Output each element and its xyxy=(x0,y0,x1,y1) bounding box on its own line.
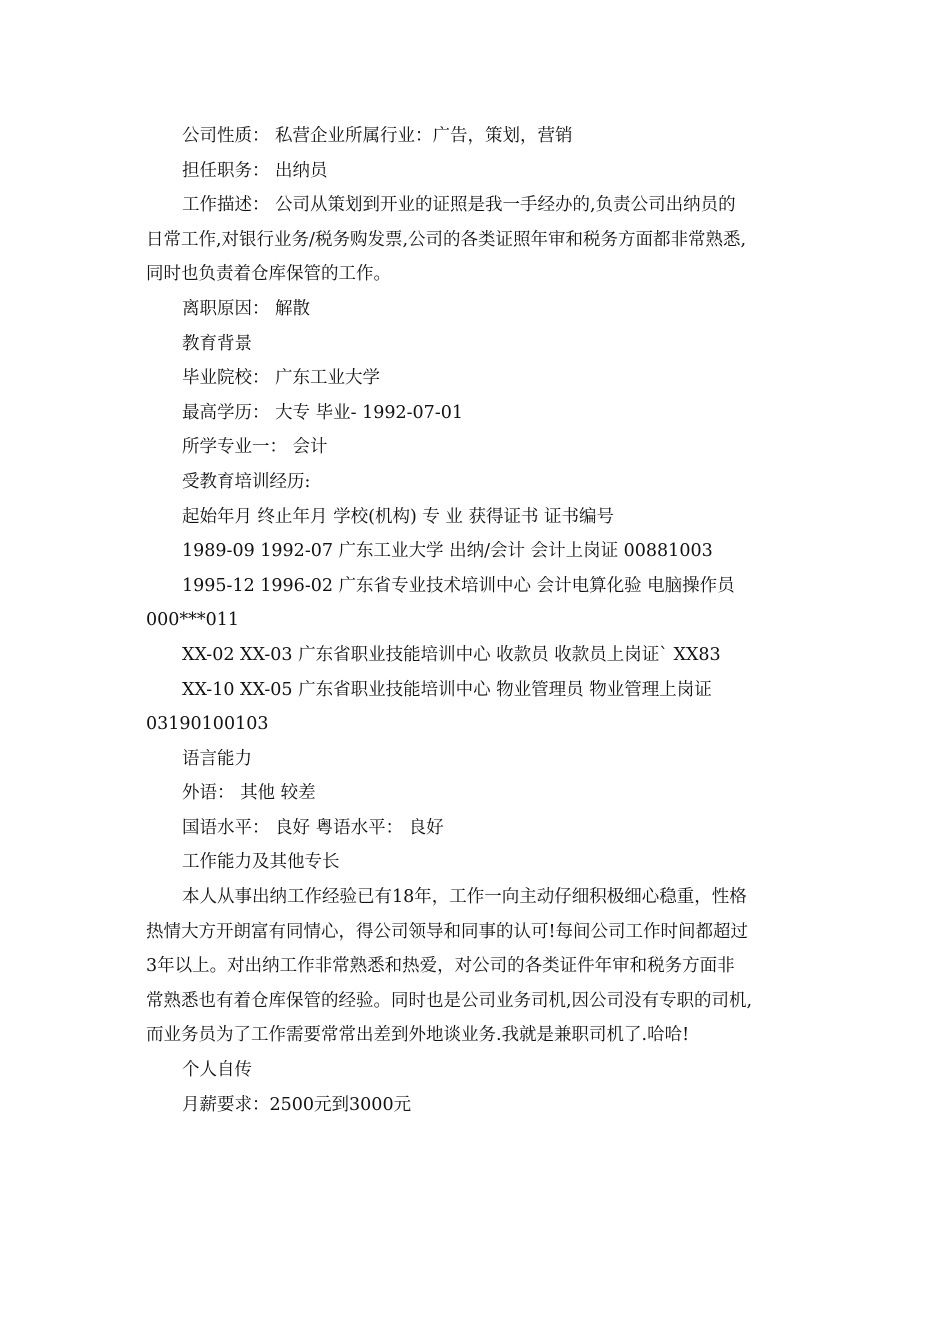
major-line: 所学专业一： 会计 xyxy=(182,437,328,458)
autobiography-heading: 个人自传 xyxy=(182,1060,252,1081)
training-heading: 受教育培训经历: xyxy=(182,471,311,492)
training-row-continued: 000***011 xyxy=(146,610,240,631)
job-description-end: 同时也负责着仓库保管的工作。 xyxy=(146,264,391,285)
company-nature-line: 公司性质： 私营企业所属行业：广告，策划，营销 xyxy=(182,126,573,146)
skills-paragraph-line: 本人从事出纳工作经验已有18年，工作一向主动仔细积极细心稳重，性格 xyxy=(182,887,747,908)
training-table-header: 起始年月 终止年月 学校(机构) 专 业 获得证书 证书编号 xyxy=(182,506,615,527)
skills-paragraph-line: 3年以上。对出纳工作非常熟悉和热爱，对公司的各类证件年审和税务方面非 xyxy=(146,956,735,977)
salary-expectation-line: 月薪要求：2500元到3000元 xyxy=(182,1094,412,1115)
foreign-language-line: 外语： 其他 较差 xyxy=(182,783,316,804)
training-row: 1989-09 1992-07 广东工业大学 出纳/会计 会计上岗证 00881003 xyxy=(182,541,713,562)
degree-line: 最高学历： 大专 毕业- 1992-07-01 xyxy=(182,402,463,423)
training-row-continued: 03190100103 xyxy=(146,714,269,735)
skills-heading: 工作能力及其他专长 xyxy=(182,852,340,873)
school-line: 毕业院校： 广东工业大学 xyxy=(182,368,381,389)
position-line: 担任职务： 出纳员 xyxy=(182,160,328,181)
job-description-line: 工作描述： 公司从策划到开业的证照是我一手经办的,负责公司出纳员的 xyxy=(182,195,736,216)
mandarin-cantonese-line: 国语水平： 良好 粤语水平： 良好 xyxy=(182,817,444,838)
skills-paragraph-line: 而业务员为了工作需要常常出差到外地谈业务.我就是兼职司机了.哈哈! xyxy=(146,1025,690,1046)
language-heading: 语言能力 xyxy=(182,748,252,769)
education-heading: 教育背景 xyxy=(182,333,252,354)
job-description-continued: 日常工作,对银行业务/税务购发票,公司的各类证照年审和税务方面都非常熟悉, xyxy=(146,229,747,250)
leave-reason-line: 离职原因： 解散 xyxy=(182,298,311,319)
resume-content xyxy=(146,119,816,1122)
training-row: XX-10 XX-05 广东省职业技能培训中心 物业管理员 物业管理上岗证 xyxy=(182,679,712,700)
training-row: 1995-12 1996-02 广东省专业技术培训中心 会计电算化验 电脑操作员 xyxy=(182,575,735,596)
training-row: XX-02 XX-03 广东省职业技能培训中心 收款员 收款员上岗证` XX83 xyxy=(182,644,721,665)
skills-paragraph-line: 热情大方开朗富有同情心，得公司领导和同事的认可!每间公司工作时间都超过 xyxy=(146,921,749,942)
skills-paragraph-line: 常熟悉也有着仓库保管的经验。同时也是公司业务司机,因公司没有专职的司机, xyxy=(146,990,753,1011)
